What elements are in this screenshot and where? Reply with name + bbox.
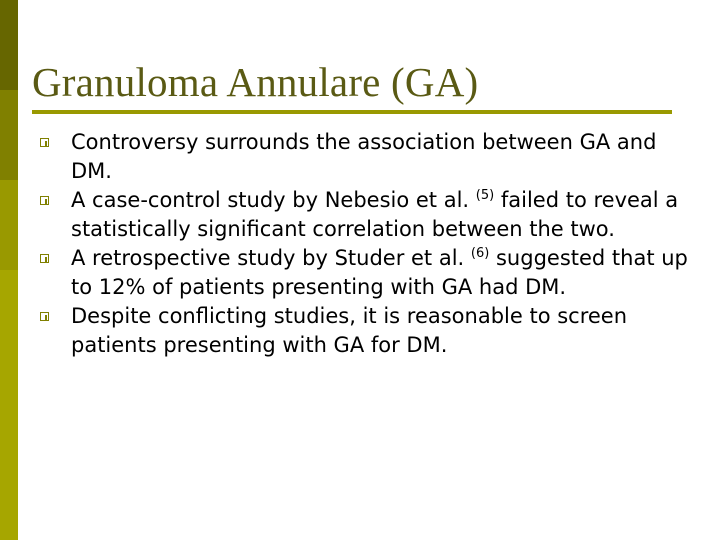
side-accent-bar <box>0 180 18 270</box>
hollow-square-bullet-icon <box>40 138 49 147</box>
side-accent-bar <box>0 360 18 540</box>
bullet-list <box>40 128 700 360</box>
bullet-text: A case-control study by Nebesio et al. <box>71 188 476 212</box>
bullet-text: Controversy surrounds the association between GA and DM. <box>71 130 657 183</box>
hollow-square-bullet-icon <box>40 196 49 205</box>
citation-ref: (5) <box>475 188 495 203</box>
bullet-item <box>40 186 700 244</box>
side-accent-bar <box>0 90 18 180</box>
side-accent-bar <box>0 0 18 90</box>
hollow-square-bullet-icon <box>40 312 49 321</box>
title-underline <box>32 110 672 114</box>
side-accent-bar <box>0 270 18 360</box>
citation-ref: (6) <box>470 246 490 261</box>
bullet-item <box>40 302 700 360</box>
bullet-text: failed to reveal a statistically significant correlation between the two. <box>71 188 679 241</box>
bullet-text: Despite conflicting studies, it is reasonable to screen patients presenting with GA for DM. <box>71 304 628 357</box>
bullet-item <box>40 128 700 186</box>
bullet-text: A retrospective study by Studer et al. <box>71 246 471 270</box>
hollow-square-bullet-icon <box>40 254 49 263</box>
slide-title: Granuloma Annulare (GA) <box>32 59 479 105</box>
bullet-item <box>40 244 700 302</box>
bullet-text: suggested that up to 12% of patients presenting with GA had DM. <box>71 246 688 299</box>
